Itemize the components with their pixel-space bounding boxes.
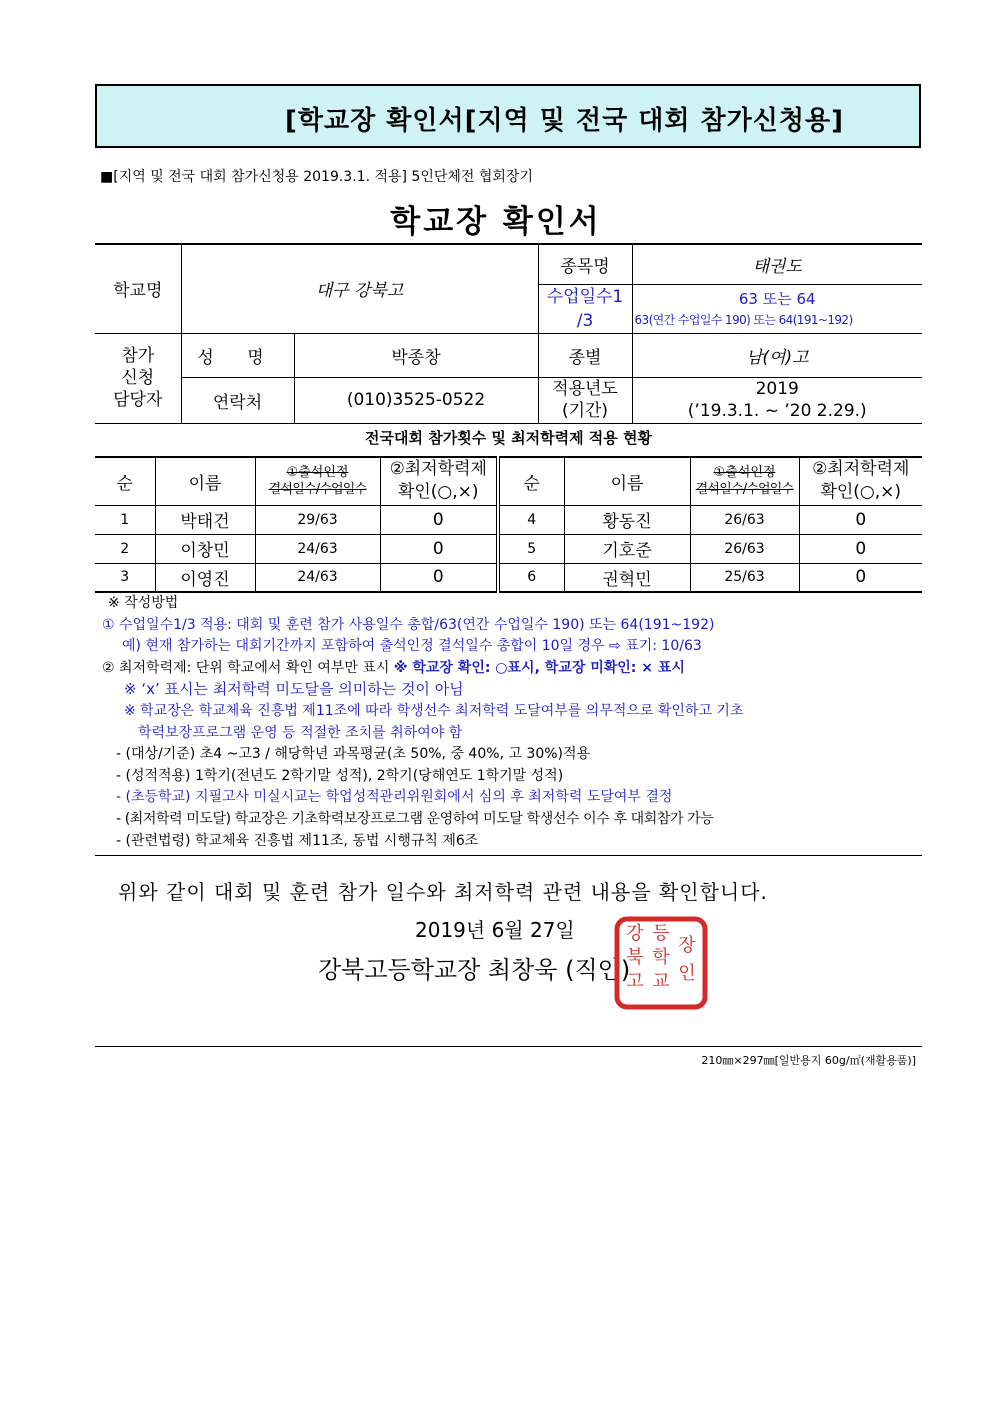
- col-no-header: 순: [95, 457, 155, 505]
- col-no2-header: 순: [498, 457, 564, 505]
- detail-3: - (초등학교) 지필고사 미실시교는 학업성적관리위원회에서 심의 후 최저학력 도달여부 결정: [116, 789, 673, 806]
- player-no: 3: [95, 563, 155, 592]
- notes-divider: [95, 855, 922, 856]
- school-value: 대구 강북고: [181, 244, 538, 333]
- year-label-line2: (기간): [561, 401, 609, 421]
- player-name: 황동진: [564, 505, 690, 534]
- days-label: [538, 284, 632, 333]
- seal-char: 등: [652, 923, 670, 944]
- attendance-header-line2: 결석일수/수업일수: [268, 482, 367, 498]
- player-attendance: 24/63: [255, 534, 380, 563]
- name-value: 박종창: [294, 333, 538, 377]
- confirmation-text: 위와 같이 대회 및 훈련 참가 일수와 최저학력 관련 내용을 확인합니다.: [118, 880, 768, 904]
- note-4a: ※ 학교장은 학교체육 진흥법 제11조에 따라 학생선수 최저학력 도달여부를 의무적으로 확인하고 기초: [124, 702, 744, 719]
- player-no: 4: [498, 505, 564, 534]
- note-1-example: 예) 현재 참가하는 대회기간까지 포함하여 출석인정 결석일수 총합이 10일 경우 ⇨ 표기: 10/63: [122, 638, 702, 655]
- name-label-text: 성 명: [197, 347, 278, 368]
- col-attendance2-header: [690, 457, 799, 505]
- col-attendance-header: [255, 457, 380, 505]
- player-no: 6: [498, 563, 564, 592]
- document-title: 학교장 확인서: [390, 204, 602, 240]
- academic2-header-line2: 확인(○,×): [820, 482, 902, 503]
- col-name2-header: 이름: [564, 457, 690, 505]
- manager-label-line3: 담당자: [113, 390, 163, 410]
- player-no: 2: [95, 534, 155, 563]
- manager-label: [95, 333, 181, 423]
- notes-heading: ※ 작성방법: [108, 595, 179, 611]
- player-name: 기호준: [564, 534, 690, 563]
- attendance-header-line1: ①출석인정: [286, 465, 349, 481]
- detail-2: - (성적적용) 1학기(전년도 2학기말 성적), 2학기(당해연도 1학기말 성적): [116, 767, 564, 784]
- attendance2-header-line1: ①출석인정: [713, 465, 776, 481]
- gender-value: 남(여)고: [632, 333, 922, 377]
- player-attendance: 26/63: [690, 505, 799, 534]
- contact-label: 연락처: [181, 377, 294, 423]
- banner-title: [학교장 확인서[지역 및 전국 대회 참가신청용]: [285, 106, 844, 136]
- manager-label-line2: 신청: [121, 368, 155, 388]
- player-attendance: 26/63: [690, 534, 799, 563]
- days-value: [632, 284, 922, 333]
- player-no: 1: [95, 505, 155, 534]
- seal-char: 교: [652, 971, 670, 992]
- player-academic: 0: [799, 563, 922, 592]
- player-name: 이영진: [155, 563, 255, 592]
- name-label: [181, 333, 294, 377]
- table-row: [95, 534, 922, 563]
- days-value-line1: 63 또는 64: [738, 289, 816, 308]
- col-academic-header: [380, 457, 498, 505]
- gender-label: 종별: [538, 333, 632, 377]
- academic2-header-line1: ②최저학력제: [812, 459, 910, 480]
- paper-spec: 210㎜×297㎜[일반용지 60g/㎡(재활용품)]: [701, 1054, 916, 1067]
- event-value: 태권도: [632, 244, 922, 284]
- form-subtitle: ■[지역 및 전국 대회 참가신청용 2019.3.1. 적용] 5인단체전 협회장기: [100, 169, 533, 185]
- seal-char: 강: [626, 923, 644, 944]
- player-academic: 0: [380, 534, 498, 563]
- seal-char: 고: [626, 971, 644, 992]
- players-header-row: [95, 457, 922, 505]
- info-table: [95, 243, 922, 424]
- col-academic2-header: [799, 457, 922, 505]
- note-2-blue: ※ 학교장 확인: ○표시, 학교장 미확인: × 표시: [393, 659, 685, 676]
- year-label: [538, 377, 632, 423]
- players-table: [95, 456, 922, 593]
- player-name: 권혁민: [564, 563, 690, 592]
- note-2: [102, 658, 932, 680]
- year-value-line2: (’19.3.1. ~ ’20 2.29.): [687, 401, 867, 421]
- table-row: [95, 563, 922, 592]
- status-title: 전국대회 참가횟수 및 최저학력제 적용 현황: [365, 429, 652, 447]
- confirmation-date: 2019년 6월 27일: [415, 918, 575, 942]
- year-value: [632, 377, 922, 423]
- note-1: ① 수업일수1/3 적용: 대회 및 훈련 참가 사용일수 총합/63(연간 수업일수 190) 또는 64(191~192): [102, 616, 715, 633]
- note-4b: 학력보장프로그램 운영 등 적절한 조치를 취하여야 함: [138, 724, 463, 741]
- seal-char: 장: [678, 935, 696, 956]
- player-attendance: 25/63: [690, 563, 799, 592]
- principal-signature: 강북고등학교장 최창욱 (직인): [318, 956, 631, 984]
- official-seal-icon: [613, 915, 709, 1011]
- player-academic: 0: [380, 563, 498, 592]
- year-label-line1: 적용년도: [552, 379, 618, 399]
- detail-4: - (최저학력 미도달) 학교장은 기초학력보장프로그램 운영하여 미도달 학생선수 이수 후 대회참가 가능: [116, 810, 714, 827]
- player-attendance: 29/63: [255, 505, 380, 534]
- footer-divider: [95, 1046, 922, 1047]
- days-value-line2: 63(연간 수업일수 190) 또는 64(191~192): [634, 312, 853, 327]
- detail-5: - (관련법령) 학교체육 진흥법 제11조, 동법 시행규칙 제6조: [116, 832, 479, 849]
- player-academic: 0: [799, 505, 922, 534]
- table-row: [95, 505, 922, 534]
- manager-label-line1: 참가: [121, 346, 155, 366]
- days-label-line1: 수업일수1: [546, 286, 624, 307]
- seal-char: 북: [626, 947, 644, 968]
- player-academic: 0: [380, 505, 498, 534]
- player-name: 이창민: [155, 534, 255, 563]
- academic-header-line2: 확인(○,×): [397, 482, 479, 503]
- note-2-text: ② 최저학력제: 단위 학교에서 확인 여부만 표시: [102, 659, 394, 676]
- seal-char: 인: [678, 963, 696, 984]
- seal-char: 학: [652, 947, 670, 968]
- player-name: 박태건: [155, 505, 255, 534]
- col-name-header: 이름: [155, 457, 255, 505]
- note-3: ※ ‘x’ 표시는 최저학력 미도달을 의미하는 것이 아님: [124, 680, 464, 699]
- writing-notes: [102, 593, 932, 852]
- event-label: 종목명: [538, 244, 632, 284]
- player-academic: 0: [799, 534, 922, 563]
- player-attendance: 24/63: [255, 563, 380, 592]
- attendance2-header-line2: 결석일수/수업일수: [695, 482, 794, 498]
- school-label: 학교명: [95, 244, 181, 333]
- year-value-line1: 2019: [755, 379, 799, 399]
- player-no: 5: [498, 534, 564, 563]
- academic-header-line1: ②최저학력제: [389, 459, 487, 480]
- detail-1: - (대상/기준) 초4 ~고3 / 해당학년 과목평균(초 50%, 중 40%, 고 30%)적용: [116, 746, 591, 763]
- contact-value: (010)3525-0522: [294, 377, 538, 423]
- days-label-line2: /3: [576, 310, 594, 331]
